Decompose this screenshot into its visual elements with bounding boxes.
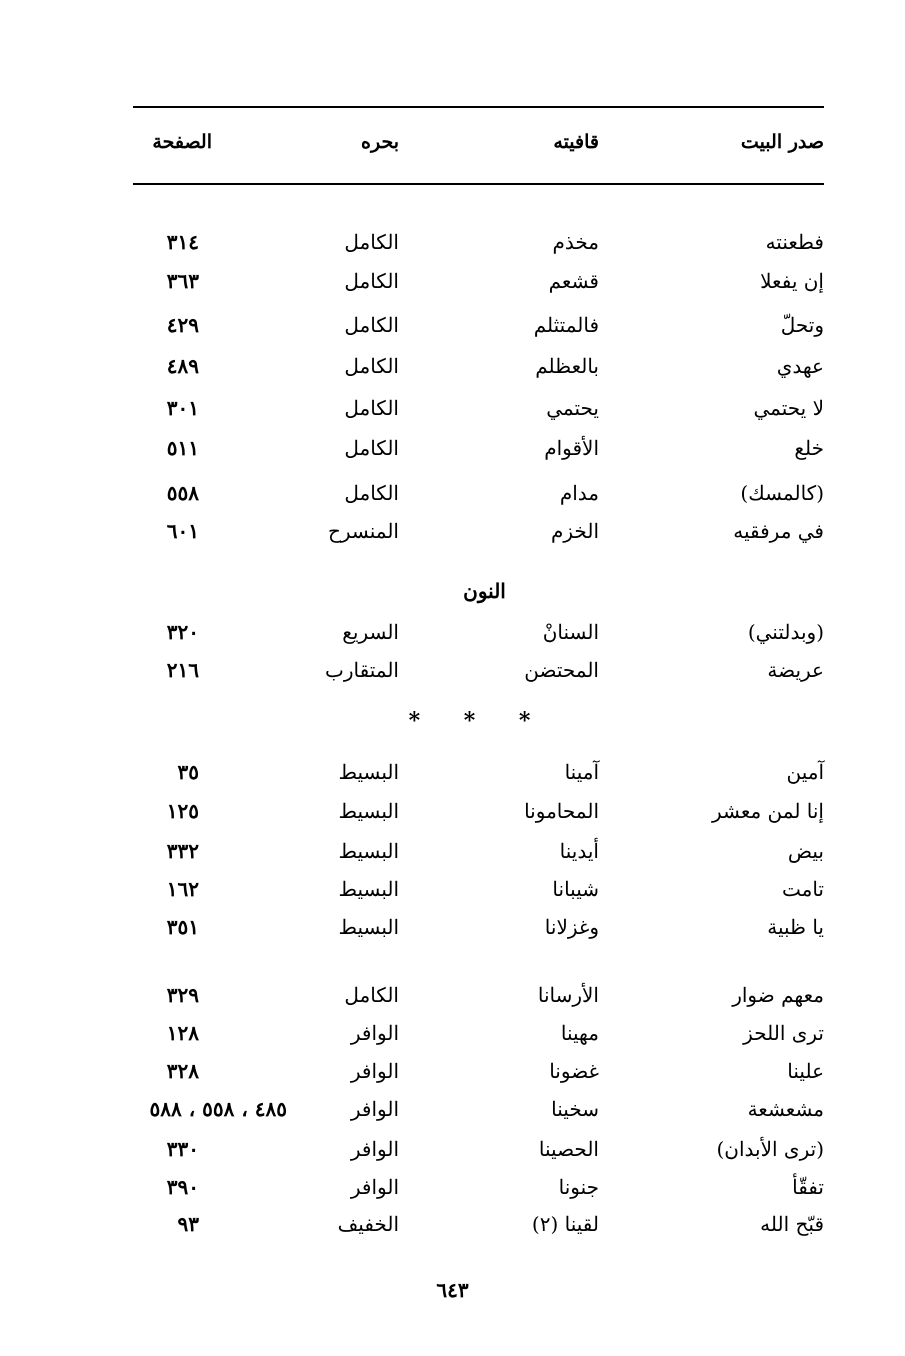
meter-cell: الكامل xyxy=(344,354,399,378)
table-row xyxy=(133,914,824,940)
verse-cell: في مرفقيه xyxy=(733,519,824,543)
section-title xyxy=(133,579,824,603)
verse-cell: تفقّأ xyxy=(792,1175,824,1199)
page-cell: ٣١٤ xyxy=(166,230,199,254)
meter-cell: الكامل xyxy=(344,983,399,1007)
verse-cell: إنا لمن معشر xyxy=(711,799,824,823)
verse-cell: (ترى الأبدان) xyxy=(716,1137,824,1161)
page-cell: ٢١٦ xyxy=(166,658,199,682)
rhyme-cell: يحتمي xyxy=(546,396,599,420)
top-rule xyxy=(133,106,824,108)
meter-cell: البسيط xyxy=(338,760,399,784)
verse-cell: (وبدلتني) xyxy=(747,620,824,644)
rhyme-cell: قشعم xyxy=(548,269,599,293)
table-row xyxy=(133,798,824,824)
section-title-text: النون xyxy=(463,579,506,603)
rhyme-cell: الخزم xyxy=(551,519,599,543)
rhyme-cell: أيدينا xyxy=(559,839,599,863)
table-row xyxy=(133,982,824,1008)
rhyme-cell: السنانْ xyxy=(542,620,599,644)
meter-cell: الكامل xyxy=(344,230,399,254)
header-verse: صدر البيت xyxy=(740,131,824,153)
verse-cell: لا يحتمي xyxy=(753,396,824,420)
table-row xyxy=(133,312,824,338)
meter-cell: السريع xyxy=(342,620,399,644)
meter-cell: الكامل xyxy=(344,396,399,420)
verse-cell: معهم ضوار xyxy=(732,983,824,1007)
header-rhyme: قافيته xyxy=(553,131,599,153)
table-row xyxy=(133,619,824,645)
verse-cell: فطعنته xyxy=(765,230,824,254)
page-cell: ٣٦٣ xyxy=(166,269,199,293)
page-cell: ١٢٨ xyxy=(166,1021,199,1045)
table-row xyxy=(133,657,824,683)
rhyme-cell: بالعظلم xyxy=(535,354,599,378)
rhyme-cell: الحصينا xyxy=(538,1137,599,1161)
page-cell: ١٢٥ xyxy=(166,799,199,823)
page-cell: ٣٢٨ xyxy=(166,1059,199,1083)
table-row xyxy=(133,838,824,864)
table-row xyxy=(133,1020,824,1046)
meter-cell: الوافر xyxy=(350,1175,399,1199)
rhyme-cell: شيبانا xyxy=(552,877,599,901)
table-row xyxy=(133,268,824,294)
rhyme-cell: المحامونا xyxy=(524,799,599,823)
table-row xyxy=(133,1096,824,1122)
rhyme-cell: الأرسانا xyxy=(537,983,599,1007)
meter-cell: الوافر xyxy=(350,1059,399,1083)
table-row xyxy=(133,480,824,506)
meter-cell: الوافر xyxy=(350,1137,399,1161)
verse-cell: عريضة xyxy=(767,658,824,682)
page-cell: ٩٣ xyxy=(177,1212,199,1236)
page-cell: ٣٠١ xyxy=(166,396,199,420)
table-row xyxy=(133,1058,824,1084)
meter-cell: المتقارب xyxy=(325,658,399,682)
table-row xyxy=(133,876,824,902)
header-rule xyxy=(133,183,824,185)
verse-cell: بيض xyxy=(787,839,824,863)
page-cell: ١٦٢ xyxy=(166,877,199,901)
table-row xyxy=(133,518,824,544)
meter-cell: الكامل xyxy=(344,313,399,337)
page-cell: ٣٥١ xyxy=(166,915,199,939)
page-cell: ٦٠١ xyxy=(166,519,199,543)
verse-cell: مشعشعة xyxy=(747,1097,824,1121)
table-row xyxy=(133,395,824,421)
table-header xyxy=(133,130,824,154)
page-cell: ٣٥ xyxy=(177,760,199,784)
page-cell: ٣٩٠ xyxy=(166,1175,199,1199)
header-meter: بحره xyxy=(361,131,399,153)
page-cell: ٣٢٩ xyxy=(166,983,199,1007)
rhyme-cell: الأقوام xyxy=(544,436,599,460)
separator-stars: * * * xyxy=(408,708,549,734)
rhyme-cell: غضونا xyxy=(549,1059,599,1083)
meter-cell: الكامل xyxy=(344,481,399,505)
page-cell: ٥١١ xyxy=(166,436,199,460)
meter-cell: البسيط xyxy=(338,799,399,823)
rhyme-cell: جنونا xyxy=(558,1175,599,1199)
meter-cell: البسيط xyxy=(338,915,399,939)
meter-cell: الوافر xyxy=(350,1021,399,1045)
meter-cell: الكامل xyxy=(344,269,399,293)
verse-cell: خلع xyxy=(794,436,824,460)
table-row xyxy=(133,1136,824,1162)
meter-cell: المنسرح xyxy=(327,519,399,543)
rhyme-cell: مدام xyxy=(559,481,599,505)
table-row xyxy=(133,1211,824,1237)
verse-cell: (كالمسك) xyxy=(740,481,824,505)
rhyme-cell: لقينا (٢) xyxy=(531,1212,599,1236)
verse-cell: آمين xyxy=(786,760,824,784)
verse-cell: تامت xyxy=(781,877,824,901)
verse-cell: عهدي xyxy=(776,354,824,378)
meter-cell: الخفيف xyxy=(337,1212,399,1236)
page-cell: ٣٣٢ xyxy=(166,839,199,863)
meter-cell: الوافر xyxy=(350,1097,399,1121)
page-cell: ٥٥٨ xyxy=(166,481,199,505)
verse-cell: ترى اللحز xyxy=(743,1021,824,1045)
table-row xyxy=(133,1174,824,1200)
rhyme-cell: فالمتثلم xyxy=(533,313,599,337)
rhyme-cell: سخينا xyxy=(551,1097,599,1121)
meter-cell: البسيط xyxy=(338,839,399,863)
rhyme-cell: وغزلانا xyxy=(544,915,599,939)
verse-cell: علينا xyxy=(787,1059,824,1083)
page-number: ٦٤٣ xyxy=(436,1278,469,1302)
table-row xyxy=(133,229,824,255)
meter-cell: البسيط xyxy=(338,877,399,901)
page-cell: ٤٢٩ xyxy=(166,313,199,337)
verse-cell: يا ظبية xyxy=(767,915,824,939)
table-row xyxy=(133,759,824,785)
meter-cell: الكامل xyxy=(344,436,399,460)
page-cell: ٣٣٠ xyxy=(166,1137,199,1161)
verse-cell: قبّح الله xyxy=(760,1212,824,1236)
header-page: الصفحة xyxy=(152,131,212,153)
page-cell: ٤٨٩ xyxy=(166,354,199,378)
page-cell: ٤٨٥ ، ٥٥٨ ، ٥٨٨ xyxy=(149,1097,287,1121)
verse-cell: وتحلّ xyxy=(780,313,824,337)
rhyme-cell: مخذم xyxy=(552,230,599,254)
table-row xyxy=(133,435,824,461)
rhyme-cell: مهينا xyxy=(560,1021,599,1045)
rhyme-cell: المحتضن xyxy=(524,658,599,682)
table-row xyxy=(133,353,824,379)
page-cell: ٣٢٠ xyxy=(166,620,199,644)
verse-cell: إن يفعلا xyxy=(760,269,824,293)
rhyme-cell: آمينا xyxy=(564,760,599,784)
